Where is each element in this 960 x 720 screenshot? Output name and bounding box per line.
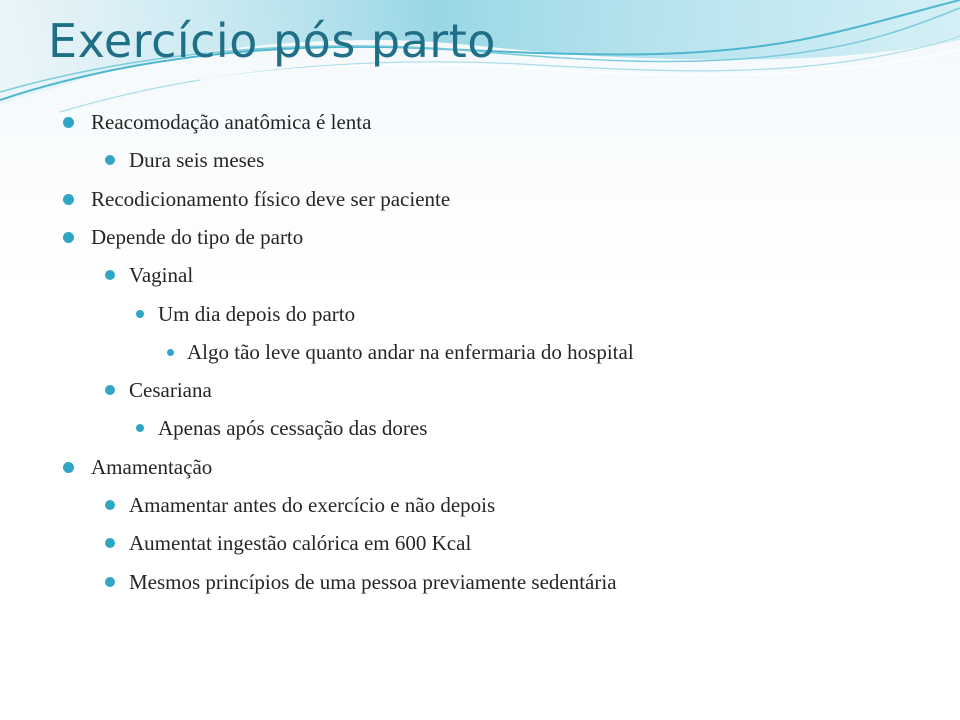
bullet-item-level-2	[129, 529, 471, 557]
bullet-dot-icon	[105, 155, 115, 165]
bullet-text: Um dia depois do parto	[158, 302, 356, 326]
bullet-text: Vaginal	[129, 263, 194, 287]
bullet-item-level-2	[129, 376, 212, 404]
bullet-text: Reacomodação anatômica é lenta	[91, 110, 372, 134]
bullet-dot-icon	[63, 117, 74, 128]
bullet-text: Amamentar antes do exercício e não depois	[129, 493, 496, 517]
bullet-dot-icon	[136, 424, 144, 432]
bullet-item-level-3	[158, 414, 427, 442]
bullet-dot-icon	[167, 349, 174, 356]
bullet-item-level-1	[91, 108, 371, 136]
bullet-item-level-2	[129, 261, 193, 289]
bullet-text: Aumentat ingestão calórica em 600 Kcal	[129, 531, 472, 555]
bullet-item-level-2	[129, 146, 264, 174]
bullet-text: Recodicionamento físico deve ser paciente	[91, 187, 451, 211]
bullet-item-level-1	[91, 223, 303, 251]
bullet-dot-icon	[63, 194, 74, 205]
slide-title: Exercício pós parto	[48, 14, 496, 68]
bullet-dot-icon	[136, 310, 144, 318]
bullet-text: Dura seis meses	[129, 148, 265, 172]
bullet-dot-icon	[63, 462, 74, 473]
bullet-text: Algo tão leve quanto andar na enfermaria do hospital	[187, 340, 634, 364]
bullet-item-level-2	[129, 491, 495, 519]
bullet-text: Mesmos princípios de uma pessoa previamente sedentária	[129, 570, 617, 594]
bullet-item-level-2	[129, 568, 617, 596]
bullet-text: Apenas após cessação das dores	[158, 416, 428, 440]
bullet-item-level-1	[91, 185, 450, 213]
bullet-text: Cesariana	[129, 378, 212, 402]
bullet-dot-icon	[105, 385, 115, 395]
bullet-dot-icon	[63, 232, 74, 243]
bullet-dot-icon	[105, 500, 115, 510]
bullet-item-level-1	[91, 453, 212, 481]
bullet-dot-icon	[105, 270, 115, 280]
bullet-item-level-4	[187, 338, 634, 366]
bullet-text: Amamentação	[91, 455, 213, 479]
bullet-text: Depende do tipo de parto	[91, 225, 304, 249]
bullet-item-level-3	[158, 300, 355, 328]
bullet-dot-icon	[105, 538, 115, 548]
bullet-dot-icon	[105, 577, 115, 587]
